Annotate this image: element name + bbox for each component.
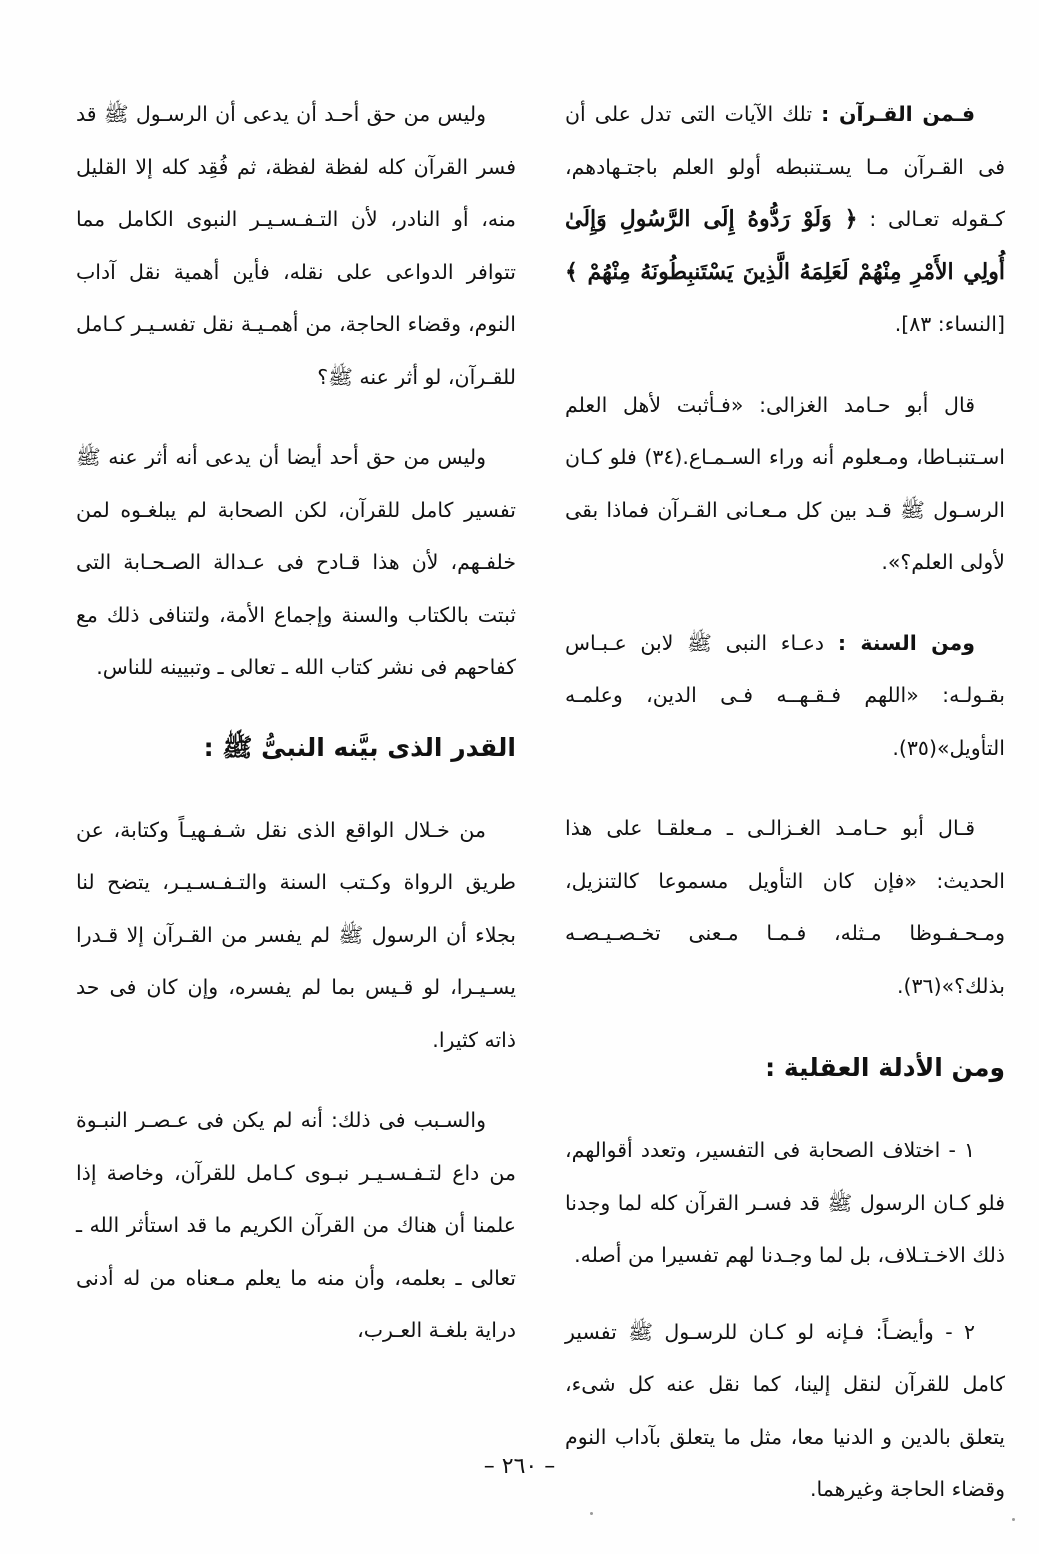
reason-paragraph: والسـبب فى ذلك: أنه لم يكن فى عـصـر النبـوة من داع لتـفـسـيـر نبـوى كـامل للقرآن، وخاصة إذا علمنا أن هناك من القرآن الكريم ما قد استأثر الله ـ تعالى ـ بعلمه، وأن منه ما يعلم مـعناه من له أدنى دراية بلغـة العـرب، bbox=[76, 1108, 516, 1342]
sunnah-evidence-paragraph bbox=[565, 617, 1005, 775]
right-column bbox=[565, 88, 1005, 1544]
scan-speck bbox=[1012, 1518, 1015, 1521]
left-column bbox=[76, 88, 516, 1385]
quran-evidence-text: تلك الآيات التى تدل على أن فى القـرآن مـا يسـتنبطه أولو العلم باجتـهادهم، كـقوله تعـالى : bbox=[565, 102, 1005, 231]
sunnah-evidence-text: دعـاء النبى ﷺ لابن عـبـاس بقـولـه: «اللهم فـقـهــه فـى الدين، وعلمـه التأويل»(٣٥). bbox=[565, 630, 1005, 760]
no-full-tafsir-paragraph: وليس من حق أحـد أن يدعى أن الرسـول ﷺ قد فسر القرآن كله لفظة لفظة، ثم فُقِد كله إلا القليل منه، أو النادر، لأن التـفـسـيـر النبوى الكامل مما تتوافر الدواعى على نقله، فأين أهمية نقل آداب النوم، وقضاء الحاجة، من أهمـيـة نقل تفسـيـر كـامل للقـرآن، لو أثر عنه ﷺ؟ bbox=[76, 102, 516, 389]
rational-evidence-heading: ومن الأدلة العقلية : bbox=[765, 1053, 1005, 1082]
rational-point-1: ١ - اختلاف الصحابة فى التفسير، وتعدد أقوالهم، فلو كـان الرسول ﷺ قد فسـر القرآن كله لما وجدنا ذلك الاخـتـلاف، بل لما وجـدنا لهم تفسيرا من أصله. bbox=[565, 1138, 1005, 1267]
ghazali-quote-paragraph: قال أبو حـامد الغزالى: «فـأثبت لأهل العلم اسـتنبـاطا، ومـعلوم أنه وراء السـمـاع.(٣٤) فلو كـان الرسـول ﷺ قـد بين كل مـعـانى القـرآن فماذا بقى لأولى العلم؟». bbox=[565, 392, 1005, 574]
ghazali-commentary-paragraph: قـال أبو حـامـد الغـزالـى ـ مـعلقـا على هذا الحديث: «فإن كان التأويل مسموعا كالتنزيل، ومـحـفـوظا مـثله، فـمـا مـعنى تخـصـيـصـه بذلك؟»(٣٦). bbox=[565, 816, 1005, 998]
quran-evidence-lead: فـمن القـرآن : bbox=[821, 102, 975, 126]
scan-speck bbox=[590, 1512, 593, 1515]
quran-verse: ﴿ وَلَوْ رَدُّوهُ إِلَى الرَّسُولِ وَإِلَىٰ أُولِي الأَمْرِ مِنْهُمْ لَعَلِمَهُ الَّذِينَ يَسْتَنبِطُونَهُ مِنْهُمْ ﴾ bbox=[565, 206, 1005, 285]
prophet-explained-heading: القدر الذى بيَّنه النبىُّ ﷺ : bbox=[203, 732, 516, 762]
rational-point-2: ٢ - وأيضـاً: فـإنه لو كـان للرسـول ﷺ تفسير كامل للقرآن لنقل إلينا، كما نقل عنه كل شىء، يتعلق بالدين و الدنيا معا، مثل ما يتعلق بآداب النوم وقضاء الحاجة وغيرهما. bbox=[565, 1319, 1005, 1501]
sunnah-evidence-lead: ومن السنة : bbox=[837, 630, 975, 655]
companions-paragraph: وليس من حق أحد أيضا أن يدعى أنه أثر عنه ﷺ تفسير كامل للقرآن، لكن الصحابة لم يبلغـوه لمن خلفـهم، لأن هذا قـادح فى عـدالة الصـحـابة التى ثبتت بالكتاب والسنة وإجماع الأمة، ولتنافى ذلك مع كفاحهم فى نشر كتاب الله ـ تعالى ـ وتبيينه للناس. bbox=[76, 445, 516, 679]
transmission-paragraph: من خـلال الواقع الذى نقل شـفـهيـاً وكتابة، عن طريق الرواة وكـتب السنة والتـفـسـيـر، يتضح لنا بجلاء أن الرسول ﷺ لم يفسر من القـرآن إلا قـدرا يسـيـرا، لو قـيس بما لم يفسره، وإن كان فى حد ذاته كثيرا. bbox=[76, 817, 516, 1052]
quran-evidence-paragraph bbox=[565, 88, 1005, 351]
verse-reference: [النساء: ٨٣]. bbox=[894, 312, 1005, 336]
page-number: – ٢٦٠ – bbox=[483, 1454, 556, 1479]
